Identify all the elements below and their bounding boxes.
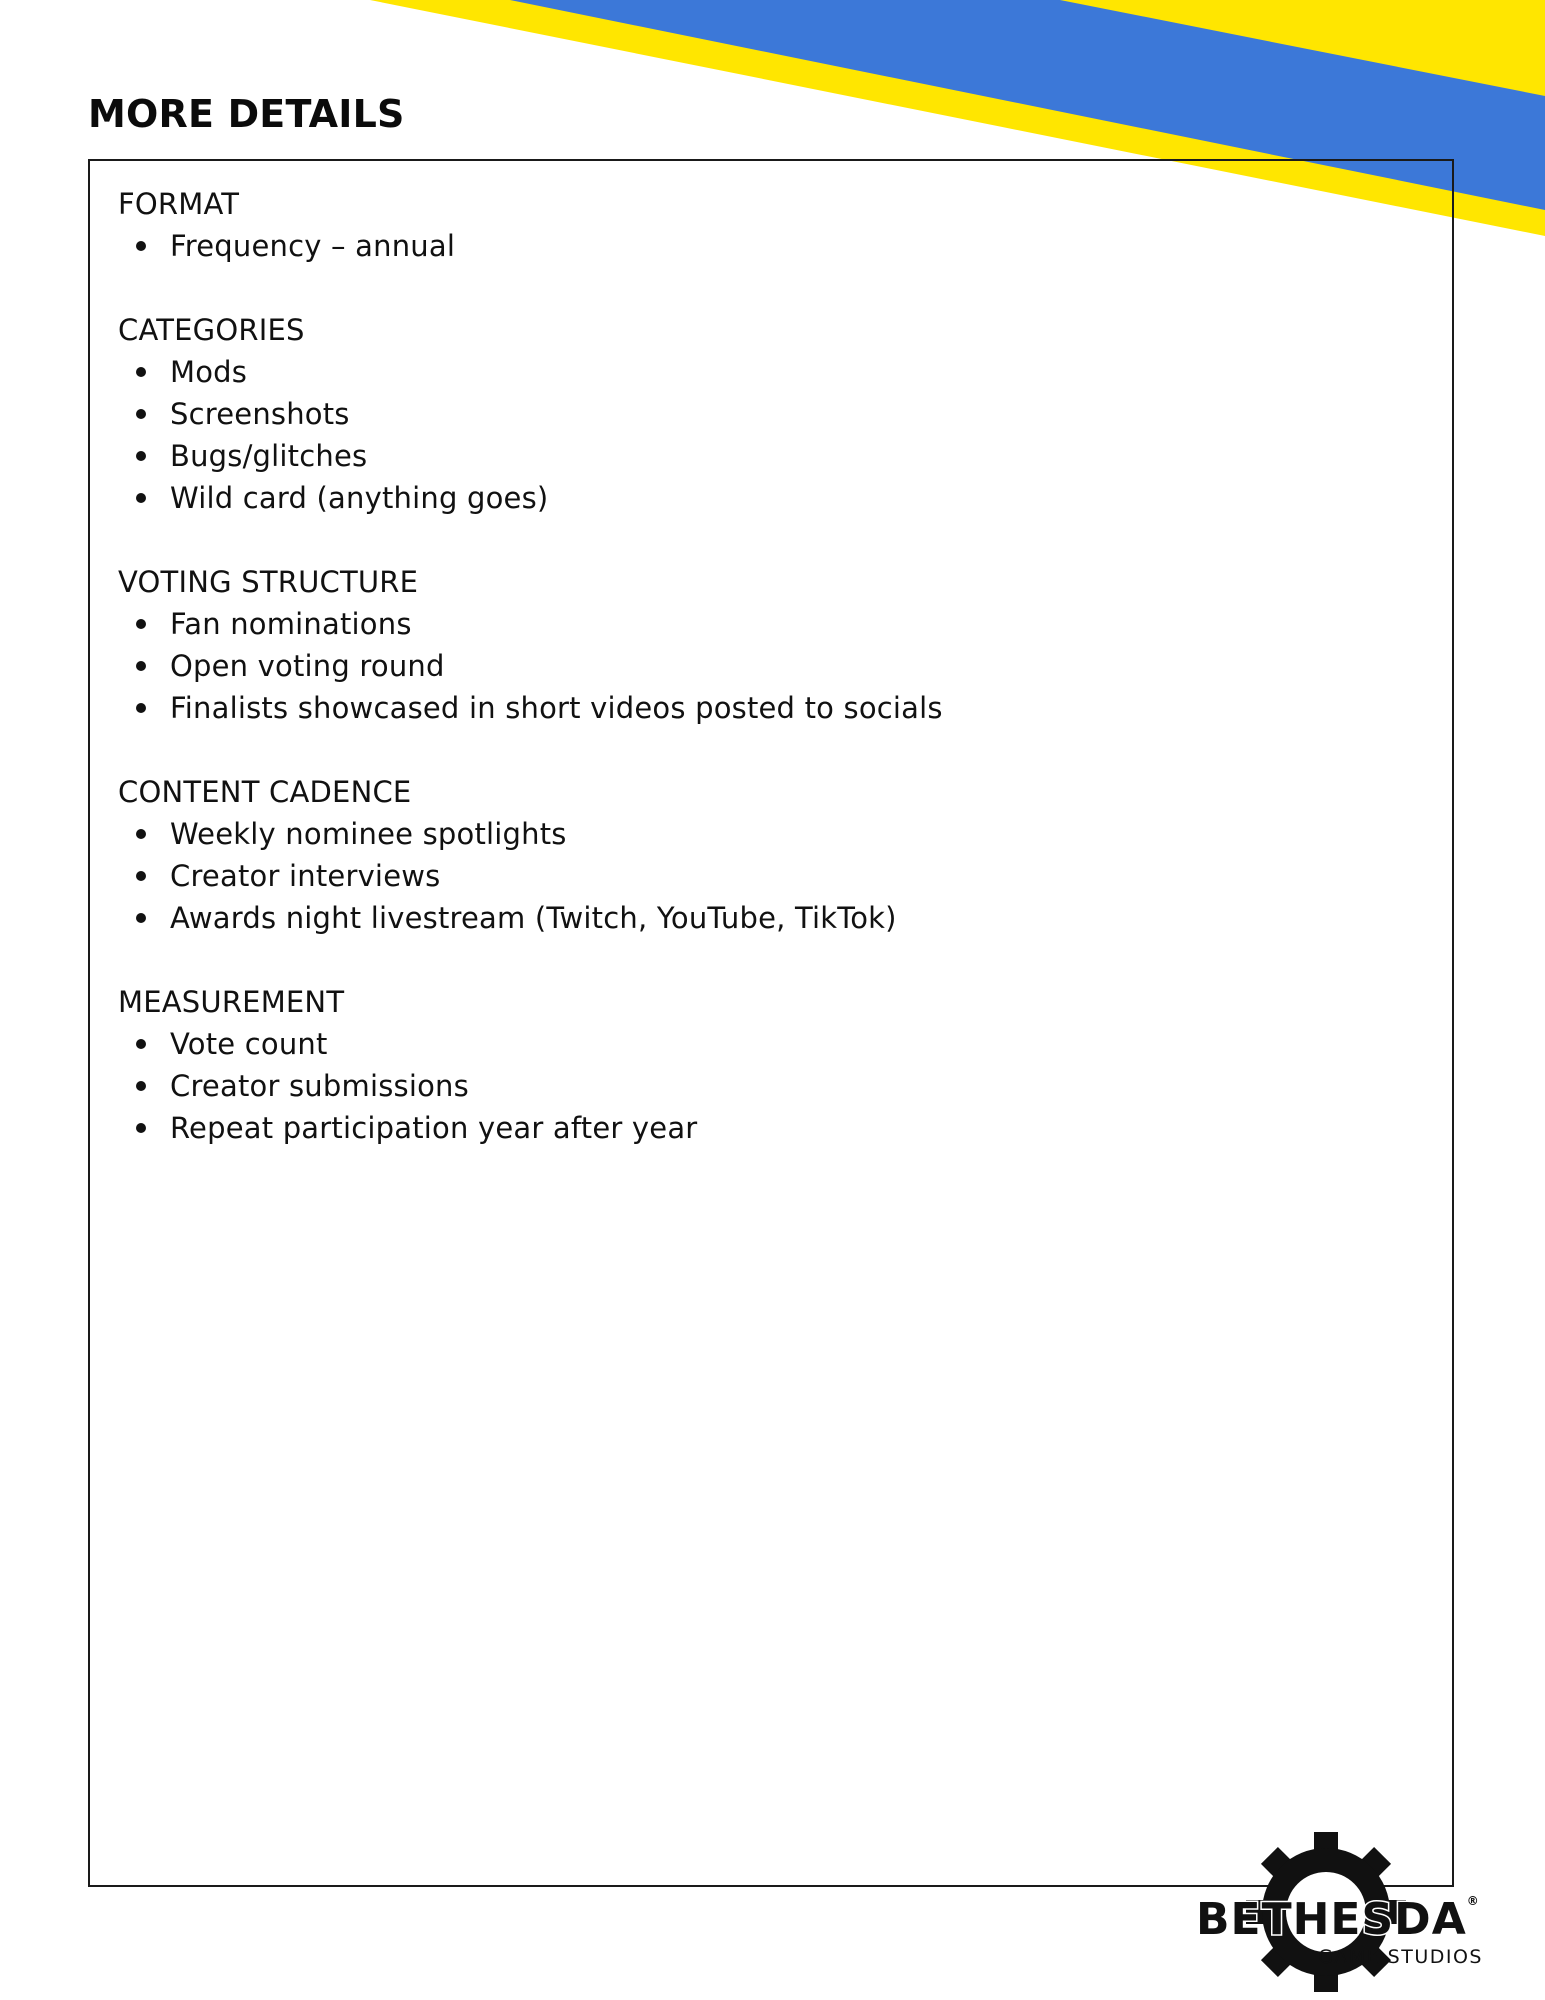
list-item: Frequency – annual — [118, 225, 1424, 267]
page-title: MORE DETAILS — [88, 92, 405, 136]
list-item: Fan nominations — [118, 603, 1424, 645]
section-heading: MEASUREMENT — [118, 985, 345, 1019]
logo-wordmark — [1196, 1894, 1480, 1945]
list-item: Creator interviews — [118, 855, 1424, 897]
list-item: Awards night livestream (Twitch, YouTube, TikTok) — [118, 897, 1424, 939]
section-heading: CATEGORIES — [118, 313, 305, 347]
list-item: Bugs/glitches — [118, 435, 1424, 477]
list-item: Mods — [118, 351, 1424, 393]
section-heading: FORMAT — [118, 187, 240, 221]
section-heading: VOTING STRUCTURE — [118, 565, 419, 599]
section-format — [118, 183, 1424, 267]
bullet-list — [118, 225, 1424, 267]
bullet-list — [118, 1023, 1424, 1149]
bullet-list — [118, 603, 1424, 729]
bethesda-logo — [1196, 1832, 1536, 1992]
list-item: Repeat participation year after year — [118, 1107, 1424, 1149]
section-categories — [118, 309, 1424, 519]
section-content-cadence — [118, 771, 1424, 939]
list-item: Creator submissions — [118, 1065, 1424, 1107]
bullet-list — [118, 351, 1424, 519]
list-item: Finalists showcased in short videos posted to socials — [118, 687, 1424, 729]
section-voting-structure — [118, 561, 1424, 729]
list-item: Weekly nominee spotlights — [118, 813, 1424, 855]
logo-name: BETHESDA — [1196, 1894, 1467, 1945]
bullet-list — [118, 813, 1424, 939]
section-heading: CONTENT CADENCE — [118, 775, 412, 809]
list-item: Vote count — [118, 1023, 1424, 1065]
list-item: Open voting round — [118, 645, 1424, 687]
registered-mark: ® — [1466, 1894, 1480, 1908]
section-measurement — [118, 981, 1424, 1149]
list-item: Screenshots — [118, 393, 1424, 435]
logo-subtitle: GAME STUDIOS — [1318, 1946, 1483, 1968]
list-item: Wild card (anything goes) — [118, 477, 1424, 519]
details-box — [88, 159, 1454, 1887]
